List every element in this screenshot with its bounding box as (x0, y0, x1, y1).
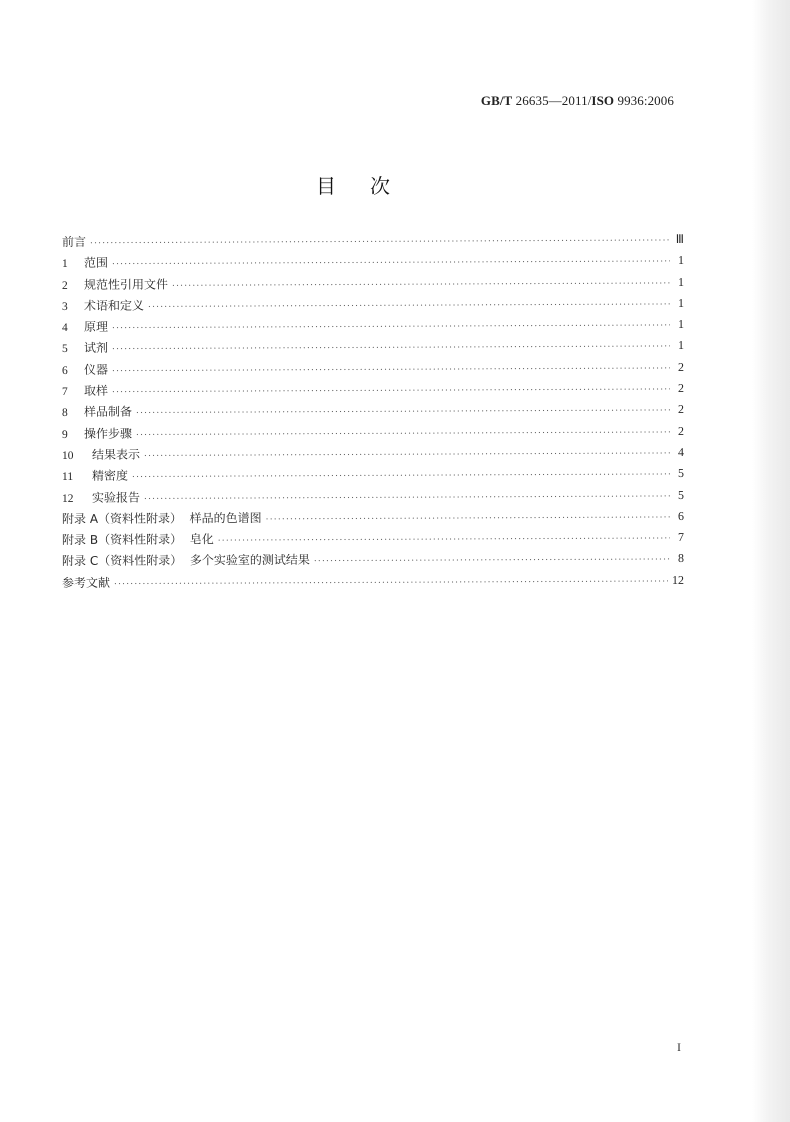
toc-entry-bibliography[interactable] (62, 570, 684, 594)
toc-entry-5[interactable] (62, 335, 684, 359)
toc-entry-number: 5 (61, 343, 68, 356)
toc-entry-label: 范围 (83, 256, 109, 271)
toc-entry-page: 1 (677, 274, 685, 289)
toc-entry-label: 原理 (83, 319, 109, 335)
toc-entry-label: 参考文献 (61, 575, 111, 590)
toc-entry-12[interactable] (62, 485, 684, 509)
page-number: I (677, 1040, 681, 1054)
toc-entry-number: 7 (61, 386, 68, 399)
toc-entry-page: 5 (677, 487, 685, 502)
table-of-contents (62, 232, 684, 594)
toc-entry-label: 实验报告 (91, 490, 141, 505)
standard-code-prefix: GB/T (480, 93, 513, 108)
toc-entry-number: 11 (61, 471, 74, 484)
standard-code-iso: ISO (591, 93, 615, 108)
toc-entry-label: 精密度 (91, 468, 129, 484)
toc-entry-label: 仪器 (83, 362, 109, 377)
toc-entry-label: 附录 C（资料性附录） 多个实验室的测试结果 (61, 553, 310, 569)
toc-entry-label: 规范性引用文件 (83, 277, 169, 292)
toc-entry-number: 9 (61, 428, 68, 441)
toc-entry-page: 1 (677, 253, 685, 268)
toc-entry-1[interactable] (62, 250, 684, 274)
toc-entry-page: 2 (677, 359, 685, 374)
standard-code-iso-number: 9936:2006 (614, 93, 674, 108)
toc-entry-page: 1 (677, 317, 685, 332)
toc-entry-number: 12 (61, 492, 74, 505)
toc-entry-8[interactable] (62, 399, 684, 423)
toc-entry-2[interactable] (62, 272, 684, 296)
toc-entry-label: 附录 A（资料性附录） 样品的色谱图 (61, 510, 262, 526)
toc-entry-page: Ⅲ (675, 231, 685, 247)
toc-entry-number: 1 (61, 258, 68, 271)
toc-entry-page: 2 (677, 423, 685, 438)
toc-entry-number: 8 (61, 407, 68, 420)
toc-entry-label: 附录 B（资料性附录） 皂化 (61, 532, 214, 548)
toc-entry-label: 结果表示 (91, 447, 141, 462)
toc-entry-number: 10 (61, 449, 74, 462)
toc-entry-page: 12 (671, 572, 685, 587)
toc-entry-label: 术语和定义 (83, 298, 145, 313)
toc-entry-annex-c[interactable] (62, 548, 684, 572)
toc-entry-page: 2 (677, 402, 685, 417)
toc-entry-page: 1 (677, 338, 685, 353)
toc-entry-page: 2 (677, 381, 685, 396)
toc-entry-label: 样品制备 (83, 405, 133, 420)
toc-entry-9[interactable] (62, 421, 684, 445)
toc-title: 目次 (316, 174, 424, 198)
toc-dot-leader (114, 572, 668, 596)
toc-entry-label: 前言 (61, 234, 87, 249)
toc-entry-label: 试剂 (83, 341, 109, 356)
toc-entry-label: 操作步骤 (83, 426, 133, 441)
toc-entry-number: 4 (61, 322, 68, 335)
toc-entry-number: 3 (61, 300, 68, 313)
toc-entry-page: 8 (677, 551, 685, 566)
standard-code (481, 93, 674, 109)
toc-entry-number: 6 (61, 364, 68, 377)
toc-entry-page: 1 (677, 295, 685, 310)
toc-entry-page: 4 (677, 444, 685, 459)
toc-entry-page: 5 (677, 466, 685, 481)
toc-entry-number: 2 (61, 279, 68, 292)
toc-entry-page: 7 (677, 530, 685, 545)
standard-code-number: 26635—2011/ (512, 93, 592, 108)
toc-entry-11[interactable] (62, 463, 684, 487)
toc-entry-label: 取样 (83, 383, 109, 398)
toc-entry-page: 6 (677, 508, 685, 523)
